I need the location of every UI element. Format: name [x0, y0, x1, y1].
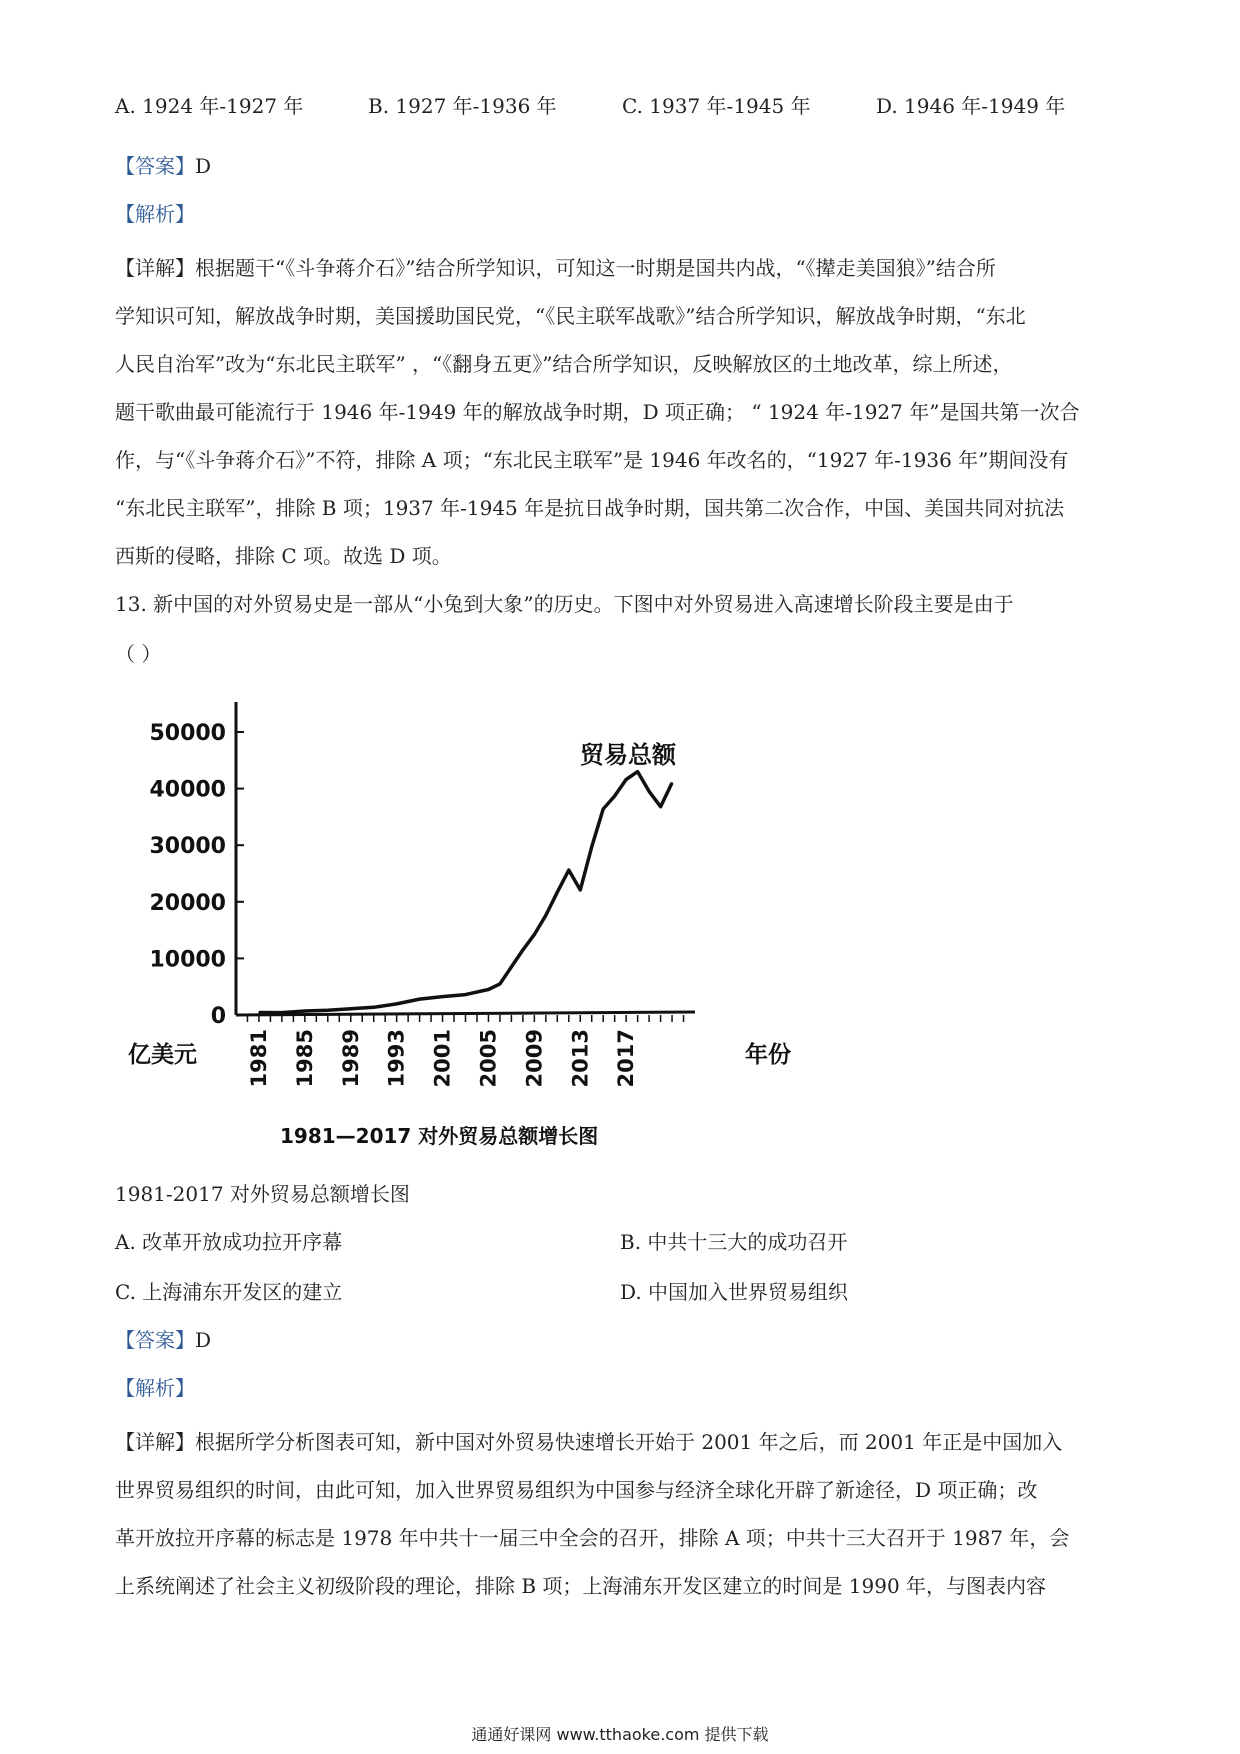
- data-point: [350, 1008, 352, 1010]
- x-tick-label: 2013: [568, 1029, 593, 1088]
- data-point: [591, 846, 593, 848]
- data-point: [671, 782, 673, 784]
- data-point: [534, 934, 536, 936]
- x-tick-label: 1985: [292, 1029, 317, 1088]
- x-tick-label: 1981: [246, 1029, 271, 1088]
- detail-line: 【详解】根据所学分析图表可知，新中国对外贸易快速增长开始于 2001 年之后，而 2001 年正是中国加入: [115, 1430, 1063, 1454]
- q13-option-a: A. 改革开放成功拉开序幕: [115, 1230, 343, 1254]
- analysis-tag: 【解析】: [115, 1376, 195, 1400]
- answer-tag: 【答案】: [115, 1328, 195, 1352]
- data-point: [557, 891, 559, 893]
- answer-tag: 【答案】: [115, 154, 195, 178]
- y-tick-label: 10000: [149, 947, 226, 973]
- trade-chart: [110, 690, 810, 1160]
- x-tick-label: 2009: [522, 1029, 547, 1088]
- data-point: [258, 1012, 260, 1014]
- q13-option-c: C. 上海浦东开发区的建立: [115, 1280, 343, 1304]
- y-tick-label: 0: [210, 1004, 226, 1029]
- data-point: [545, 915, 547, 917]
- q12-detail: [115, 244, 1125, 580]
- data-point: [373, 1007, 375, 1009]
- data-point: [602, 808, 604, 810]
- detail-line: 上系统阐述了社会主义初级阶段的理论，排除 B 项；上海浦东开发区建立的时间是 1990 年，与图表内容: [115, 1574, 1047, 1598]
- data-point: [488, 989, 490, 991]
- q13-option-b: B. 中共十三大的成功召开: [620, 1230, 848, 1254]
- q13-analysis-heading: [115, 1374, 195, 1402]
- x-tick-label: 2005: [476, 1029, 501, 1088]
- x-tick-label: 2017: [614, 1029, 639, 1088]
- data-point: [579, 889, 581, 891]
- data-point: [625, 779, 627, 781]
- data-point: [419, 998, 421, 1000]
- q12-answer: [115, 152, 211, 180]
- y-tick-label: 20000: [149, 890, 226, 916]
- data-point: [396, 1003, 398, 1005]
- q12-option-c: C. 1937 年-1945 年: [622, 94, 811, 118]
- q12-option-d: D. 1946 年-1949 年: [876, 94, 1066, 118]
- data-point: [304, 1010, 306, 1012]
- detail-line: 人民自治军”改为“东北民主联军” ，“《翻身五更》”结合所学知识，反映解放区的土地改革，综上所述，: [115, 352, 1013, 376]
- detail-tag: 【详解】: [115, 256, 195, 280]
- data-point: [465, 994, 467, 996]
- q12-option-b: B. 1927 年-1936 年: [368, 94, 557, 118]
- data-point: [281, 1012, 283, 1014]
- q13-stem: 13. 新中国的对外贸易史是一部从“小兔到大象”的历史。下图中对外贸易进入高速增长阶段主要是由于: [115, 592, 1014, 616]
- chart-caption: 1981-2017 对外贸易总额增长图: [115, 1182, 410, 1206]
- detail-line: 西斯的侵略，排除 C 项。故选 D 项。: [115, 544, 452, 568]
- data-point: [442, 996, 444, 998]
- y-tick-label: 30000: [149, 834, 226, 860]
- data-point: [637, 771, 639, 773]
- q13-stem-blank: （ ）: [115, 642, 162, 666]
- analysis-tag: 【解析】: [115, 202, 195, 226]
- data-point: [327, 1010, 329, 1012]
- detail-line: 学知识可知，解放战争时期，美国援助国民党，“《民主联军战歌》”结合所学知识，解放战争时期，“东北: [115, 304, 1026, 328]
- detail-line: 【详解】根据题干“《斗争蒋介石》”结合所学知识，可知这一时期是国共内战，“《撵走美国狼》”结合所: [115, 256, 996, 280]
- x-tick-label: 1993: [384, 1029, 409, 1088]
- data-point: [660, 806, 662, 808]
- data-point: [648, 791, 650, 793]
- y-tick-label: 50000: [149, 721, 226, 746]
- chart-subtitle: 1981—2017 对外贸易总额增长图: [280, 1124, 599, 1148]
- data-point: [522, 949, 524, 951]
- q12-option-a: A. 1924 年-1927 年: [115, 94, 304, 118]
- footer: 通通好课网 www.tthaoke.com 提供下载: [471, 1725, 769, 1744]
- detail-line: 作，与“《斗争蒋介石》”不符，排除 A 项；“东北民主联军”是 1946 年改名的，“1927 年-1936 年”期间没有: [115, 448, 1069, 472]
- y-axis-unit: 亿美元: [128, 1042, 197, 1068]
- data-point: [499, 983, 501, 985]
- chart-title: 贸易总额: [580, 741, 676, 769]
- y-tick-label: 40000: [149, 777, 226, 803]
- x-axis-label: 年份: [745, 1042, 791, 1068]
- data-point: [511, 966, 513, 968]
- answer-value: D: [195, 154, 212, 178]
- q13-answer: [115, 1326, 211, 1354]
- q13-detail: [115, 1418, 1125, 1610]
- x-tick-label: 1989: [338, 1029, 363, 1088]
- data-point: [614, 795, 616, 797]
- detail-line: 革开放拉开序幕的标志是 1978 年中共十一届三中全会的召开，排除 A 项；中共十三大召开于 1987 年，会: [115, 1526, 1070, 1550]
- data-point: [568, 869, 570, 871]
- x-tick-label: 2001: [430, 1029, 455, 1088]
- answer-value: D: [195, 1328, 212, 1352]
- q12-analysis-heading: [115, 200, 195, 228]
- detail-line: “东北民主联军”，排除 B 项；1937 年-1945 年是抗日战争时期，国共第二次合作，中国、美国共同对抗法: [115, 496, 1065, 520]
- series-line: [259, 772, 672, 1013]
- detail-line: 题干歌曲最可能流行于 1946 年-1949 年的解放战争时期，D 项正确； “ 1924 年-1927 年”是国共第一次合: [115, 400, 1080, 424]
- q13-option-d: D. 中国加入世界贸易组织: [620, 1280, 849, 1304]
- detail-line: 世界贸易组织的时间，由此可知，加入世界贸易组织为中国参与经济全球化开辟了新途径，D 项正确；改: [115, 1478, 1038, 1502]
- detail-tag: 【详解】: [115, 1430, 195, 1454]
